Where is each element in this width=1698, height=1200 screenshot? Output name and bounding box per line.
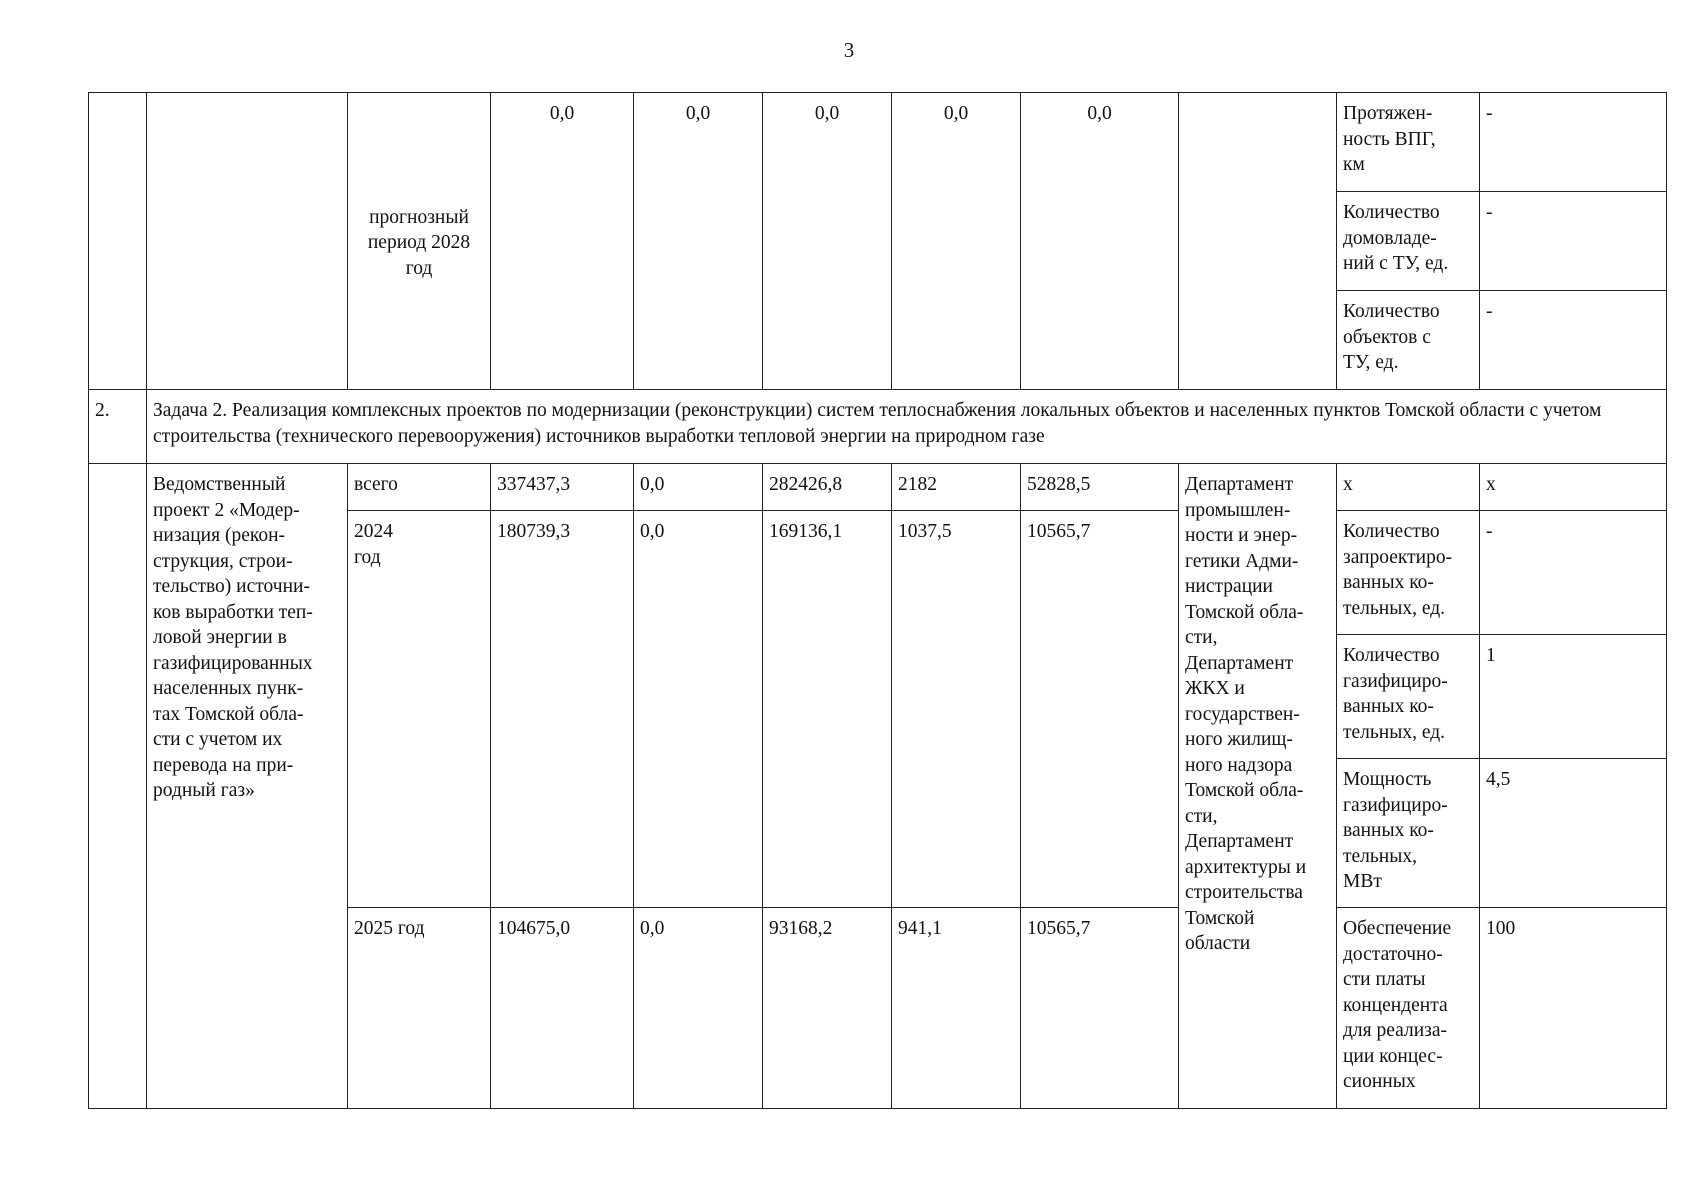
value-cell: 52828,5 xyxy=(1021,464,1179,511)
page-number: 3 xyxy=(843,38,855,62)
indicator-value: 4,5 xyxy=(1480,759,1667,908)
period-cell: 2025 год xyxy=(348,908,491,1109)
forecast-value: 0,0 xyxy=(634,93,763,390)
task-text: Задача 2. Реализация комплексных проектов по модернизации (реконструкции) систем теплоснабжения локальных объектов и населенных пунктов Томской области с учетом строительства (технического перевооружения) источников выработки тепловой энергии на природном газе xyxy=(147,390,1667,464)
forecast-row-1 xyxy=(89,93,1667,192)
indicator-name: Мощность газифициро- ванных ко- тельных, МВт xyxy=(1337,759,1480,908)
period-cell: 2024 год xyxy=(348,511,491,908)
period-cell: всего xyxy=(348,464,491,511)
value-cell: 10565,7 xyxy=(1021,908,1179,1109)
forecast-period-label: прогнозный период 2028 год xyxy=(348,93,491,390)
num-cell-empty xyxy=(89,93,147,390)
value-cell: 169136,1 xyxy=(763,511,892,908)
indicator-name: Количество домовладе- ний с ТУ, ед. xyxy=(1337,192,1480,291)
name-cell-empty xyxy=(147,93,348,390)
forecast-value: 0,0 xyxy=(763,93,892,390)
indicator-value: 100 xyxy=(1480,908,1667,1109)
value-cell: 93168,2 xyxy=(763,908,892,1109)
indicator-value: - xyxy=(1480,93,1667,192)
indicator-name: Обеспечение достаточно- сти платы концендента для реализа- ции концес- сионных xyxy=(1337,908,1480,1109)
indicator-value: х xyxy=(1480,464,1667,511)
value-cell: 337437,3 xyxy=(491,464,634,511)
value-cell: 0,0 xyxy=(634,464,763,511)
forecast-value: 0,0 xyxy=(892,93,1021,390)
indicator-name: Количество газифициро- ванных ко- тельных, ед. xyxy=(1337,635,1480,759)
responsible-cell-empty xyxy=(1179,93,1337,390)
forecast-value: 0,0 xyxy=(491,93,634,390)
value-cell: 10565,7 xyxy=(1021,511,1179,908)
responsible-departments: Департамент промышлен- ности и энер- гетики Адми- нистрации Томской обла- сти, Департамент ЖКХ и государствен- ного жилищ- ного надзора Томской обла- сти, Департамент архитектуры и строительства Томской области xyxy=(1179,464,1337,1109)
project-name: Ведомственный проект 2 «Модер- низация (рекон- струкция, строи- тельство) источни- ков выработки теп- ловой энергии в газифицированных населенных пунк- тах Томской обла- сти с учетом их перевода на при- родный газ» xyxy=(147,464,348,1109)
value-cell: 104675,0 xyxy=(491,908,634,1109)
indicator-name: х xyxy=(1337,464,1480,511)
value-cell: 941,1 xyxy=(892,908,1021,1109)
value-cell: 2182 xyxy=(892,464,1021,511)
indicator-name: Протяжен- ность ВПГ, км xyxy=(1337,93,1480,192)
indicator-value: - xyxy=(1480,511,1667,635)
indicator-name: Количество объектов с ТУ, ед. xyxy=(1337,291,1480,390)
value-cell: 0,0 xyxy=(634,511,763,908)
task-number: 2. xyxy=(89,390,147,464)
indicator-value: 1 xyxy=(1480,635,1667,759)
value-cell: 0,0 xyxy=(634,908,763,1109)
indicator-name: Количество запроектиро- ванных ко- тельных, ед. xyxy=(1337,511,1480,635)
forecast-value: 0,0 xyxy=(1021,93,1179,390)
value-cell: 282426,8 xyxy=(763,464,892,511)
indicator-value: - xyxy=(1480,192,1667,291)
project-total-row xyxy=(89,464,1667,511)
indicator-value: - xyxy=(1480,291,1667,390)
value-cell: 180739,3 xyxy=(491,511,634,908)
num-cell-empty xyxy=(89,464,147,1109)
task-row xyxy=(89,390,1667,464)
program-table xyxy=(88,92,1667,1109)
value-cell: 1037,5 xyxy=(892,511,1021,908)
